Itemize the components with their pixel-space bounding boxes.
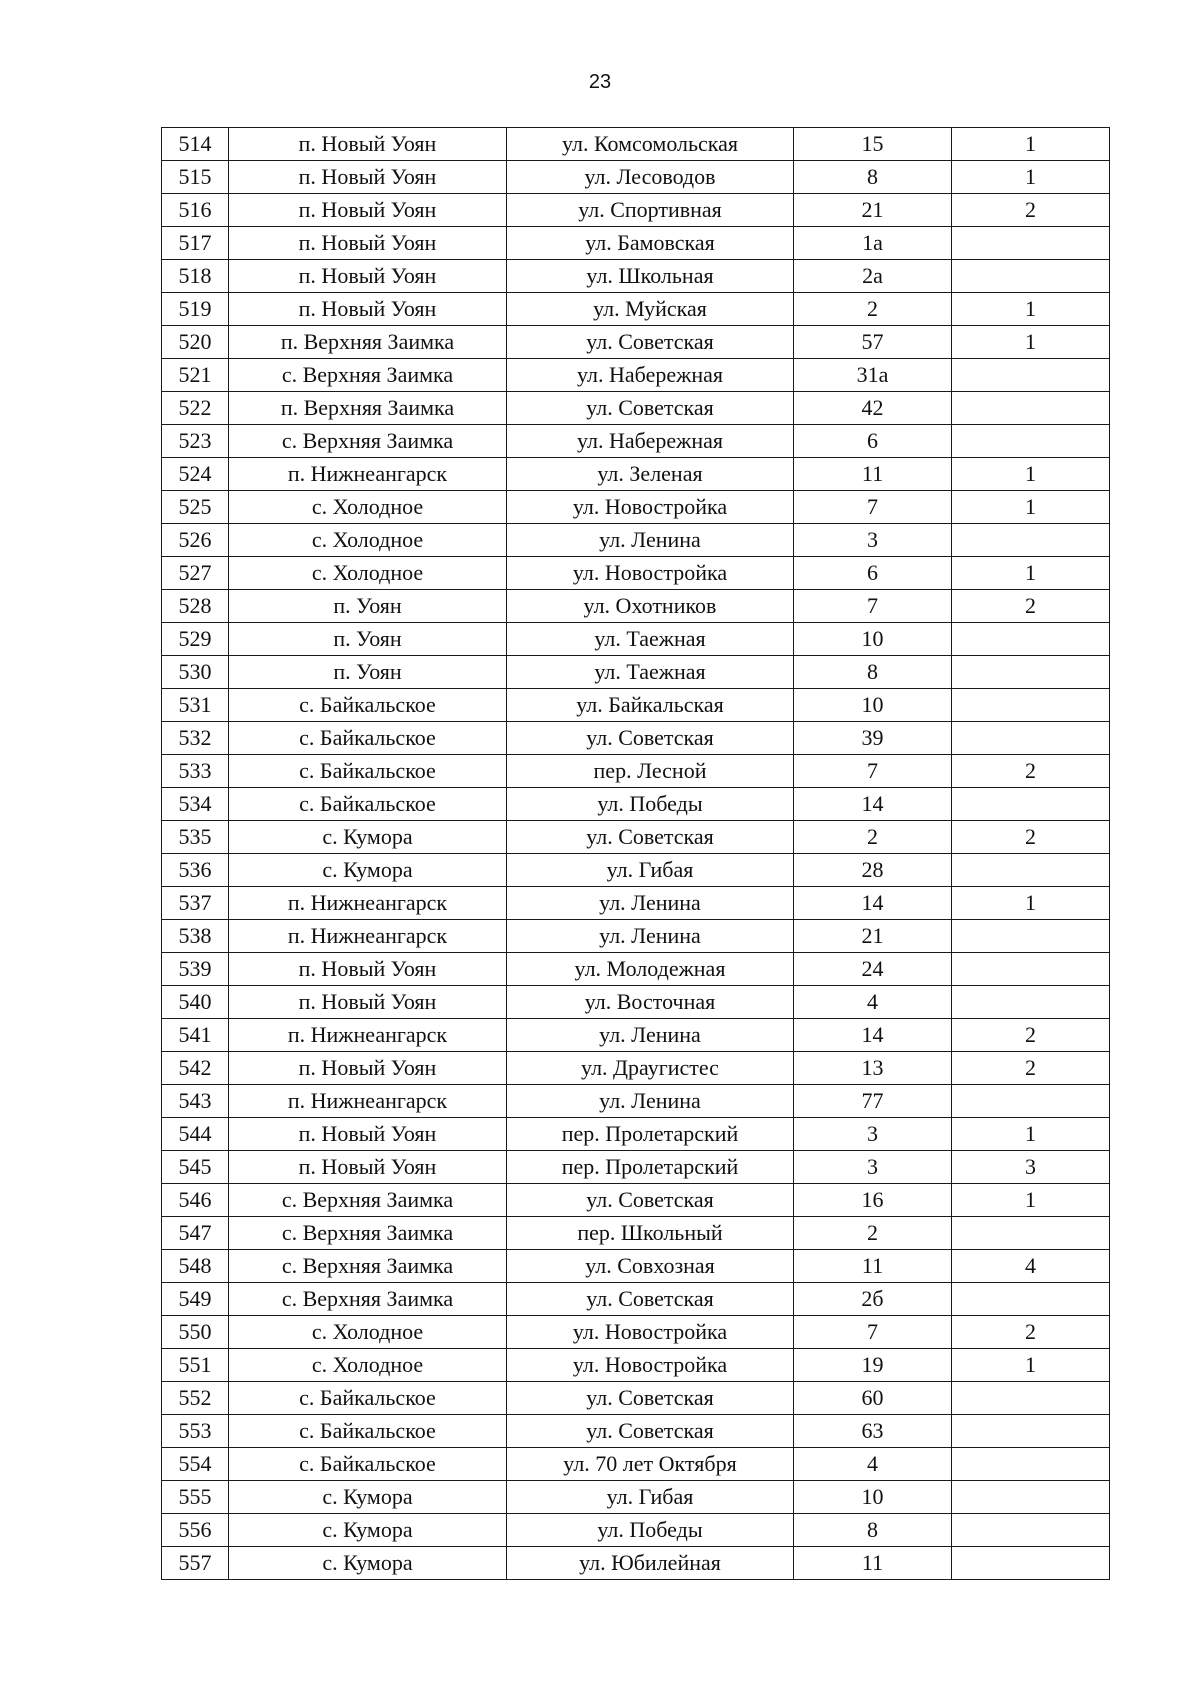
row-number-cell: 518	[162, 260, 229, 293]
table-row	[162, 359, 1110, 392]
settlement-cell: п. Нижнеангарск	[229, 1019, 507, 1052]
settlement-cell: п. Новый Уоян	[229, 1118, 507, 1151]
street-cell: ул. Новостройка	[507, 491, 794, 524]
table-row	[162, 491, 1110, 524]
street-cell: ул. Школьная	[507, 260, 794, 293]
house-number-cell: 6	[794, 557, 952, 590]
house-number-cell: 1а	[794, 227, 952, 260]
street-cell: пер. Лесной	[507, 755, 794, 788]
row-number-cell: 548	[162, 1250, 229, 1283]
settlement-cell: с. Кумора	[229, 821, 507, 854]
house-number-cell: 8	[794, 656, 952, 689]
house-number-cell: 10	[794, 689, 952, 722]
row-number-cell: 537	[162, 887, 229, 920]
settlement-cell: п. Уоян	[229, 623, 507, 656]
apartment-number-cell	[952, 359, 1110, 392]
apartment-number-cell: 1	[952, 161, 1110, 194]
street-cell: ул. Гибая	[507, 854, 794, 887]
settlement-cell: п. Новый Уоян	[229, 194, 507, 227]
house-number-cell: 10	[794, 1481, 952, 1514]
row-number-cell: 519	[162, 293, 229, 326]
apartment-number-cell: 1	[952, 1349, 1110, 1382]
house-number-cell: 14	[794, 887, 952, 920]
row-number-cell: 556	[162, 1514, 229, 1547]
apartment-number-cell: 2	[952, 821, 1110, 854]
settlement-cell: с. Холодное	[229, 557, 507, 590]
street-cell: ул. Набережная	[507, 425, 794, 458]
street-cell: ул. Ленина	[507, 920, 794, 953]
settlement-cell: п. Новый Уоян	[229, 128, 507, 161]
street-cell: ул. Лесоводов	[507, 161, 794, 194]
table-row	[162, 1547, 1110, 1580]
table-row	[162, 128, 1110, 161]
apartment-number-cell	[952, 425, 1110, 458]
settlement-cell: с. Кумора	[229, 1481, 507, 1514]
house-number-cell: 60	[794, 1382, 952, 1415]
house-number-cell: 21	[794, 194, 952, 227]
row-number-cell: 521	[162, 359, 229, 392]
settlement-cell: п. Новый Уоян	[229, 227, 507, 260]
apartment-number-cell	[952, 1514, 1110, 1547]
house-number-cell: 6	[794, 425, 952, 458]
apartment-number-cell	[952, 1448, 1110, 1481]
street-cell: ул. Драугистес	[507, 1052, 794, 1085]
apartment-number-cell	[952, 623, 1110, 656]
street-cell: ул. Ленина	[507, 1019, 794, 1052]
apartment-number-cell	[952, 689, 1110, 722]
house-number-cell: 4	[794, 1448, 952, 1481]
table-row	[162, 1019, 1110, 1052]
apartment-number-cell	[952, 392, 1110, 425]
house-number-cell: 14	[794, 1019, 952, 1052]
table-row	[162, 1250, 1110, 1283]
apartment-number-cell	[952, 1085, 1110, 1118]
table-row	[162, 722, 1110, 755]
table-row	[162, 524, 1110, 557]
settlement-cell: п. Новый Уоян	[229, 161, 507, 194]
apartment-number-cell	[952, 722, 1110, 755]
table-row	[162, 194, 1110, 227]
street-cell: ул. Муйская	[507, 293, 794, 326]
apartment-number-cell	[952, 1283, 1110, 1316]
house-number-cell: 10	[794, 623, 952, 656]
apartment-number-cell: 1	[952, 293, 1110, 326]
table-row	[162, 1349, 1110, 1382]
street-cell: ул. Спортивная	[507, 194, 794, 227]
row-number-cell: 553	[162, 1415, 229, 1448]
table-row	[162, 1481, 1110, 1514]
street-cell: ул. Победы	[507, 788, 794, 821]
table-row	[162, 161, 1110, 194]
address-table	[161, 127, 1110, 1580]
row-number-cell: 549	[162, 1283, 229, 1316]
table-row	[162, 1217, 1110, 1250]
house-number-cell: 2	[794, 293, 952, 326]
row-number-cell: 552	[162, 1382, 229, 1415]
settlement-cell: п. Новый Уоян	[229, 1151, 507, 1184]
street-cell: ул. Советская	[507, 1184, 794, 1217]
house-number-cell: 4	[794, 986, 952, 1019]
street-cell: ул. Охотников	[507, 590, 794, 623]
settlement-cell: п. Нижнеангарск	[229, 1085, 507, 1118]
street-cell: ул. Советская	[507, 821, 794, 854]
table-row	[162, 1382, 1110, 1415]
table-row	[162, 887, 1110, 920]
row-number-cell: 546	[162, 1184, 229, 1217]
house-number-cell: 14	[794, 788, 952, 821]
table-row	[162, 1448, 1110, 1481]
table-row	[162, 854, 1110, 887]
settlement-cell: п. Нижнеангарск	[229, 920, 507, 953]
street-cell: ул. Восточная	[507, 986, 794, 1019]
apartment-number-cell: 1	[952, 557, 1110, 590]
settlement-cell: с. Байкальское	[229, 1382, 507, 1415]
row-number-cell: 534	[162, 788, 229, 821]
house-number-cell: 2а	[794, 260, 952, 293]
row-number-cell: 539	[162, 953, 229, 986]
settlement-cell: п. Уоян	[229, 656, 507, 689]
table-row	[162, 953, 1110, 986]
street-cell: пер. Пролетарский	[507, 1118, 794, 1151]
street-cell: ул. Гибая	[507, 1481, 794, 1514]
table-row	[162, 656, 1110, 689]
table-row	[162, 920, 1110, 953]
address-table-container	[161, 127, 1110, 1580]
row-number-cell: 530	[162, 656, 229, 689]
settlement-cell: п. Нижнеангарск	[229, 887, 507, 920]
apartment-number-cell: 2	[952, 1019, 1110, 1052]
table-row	[162, 821, 1110, 854]
row-number-cell: 514	[162, 128, 229, 161]
street-cell: ул. Бамовская	[507, 227, 794, 260]
street-cell: пер. Школьный	[507, 1217, 794, 1250]
street-cell: ул. Молодежная	[507, 953, 794, 986]
house-number-cell: 2	[794, 1217, 952, 1250]
settlement-cell: с. Верхняя Заимка	[229, 359, 507, 392]
settlement-cell: с. Холодное	[229, 1316, 507, 1349]
settlement-cell: с. Верхняя Заимка	[229, 1217, 507, 1250]
apartment-number-cell: 1	[952, 128, 1110, 161]
page-number: 23	[588, 71, 612, 93]
row-number-cell: 550	[162, 1316, 229, 1349]
table-row	[162, 755, 1110, 788]
table-row	[162, 689, 1110, 722]
row-number-cell: 557	[162, 1547, 229, 1580]
house-number-cell: 21	[794, 920, 952, 953]
row-number-cell: 542	[162, 1052, 229, 1085]
apartment-number-cell	[952, 1217, 1110, 1250]
street-cell: ул. Совхозная	[507, 1250, 794, 1283]
settlement-cell: с. Холодное	[229, 524, 507, 557]
street-cell: ул. Советская	[507, 1283, 794, 1316]
row-number-cell: 528	[162, 590, 229, 623]
house-number-cell: 7	[794, 590, 952, 623]
settlement-cell: с. Байкальское	[229, 755, 507, 788]
table-row	[162, 590, 1110, 623]
settlement-cell: п. Нижнеангарск	[229, 458, 507, 491]
table-row	[162, 458, 1110, 491]
settlement-cell: п. Новый Уоян	[229, 953, 507, 986]
settlement-cell: с. Байкальское	[229, 788, 507, 821]
street-cell: ул. Победы	[507, 1514, 794, 1547]
apartment-number-cell	[952, 1481, 1110, 1514]
apartment-number-cell: 1	[952, 458, 1110, 491]
house-number-cell: 28	[794, 854, 952, 887]
street-cell: ул. Байкальская	[507, 689, 794, 722]
house-number-cell: 11	[794, 1547, 952, 1580]
table-row	[162, 1184, 1110, 1217]
row-number-cell: 533	[162, 755, 229, 788]
table-row	[162, 986, 1110, 1019]
table-row	[162, 1514, 1110, 1547]
row-number-cell: 516	[162, 194, 229, 227]
table-row	[162, 557, 1110, 590]
table-row	[162, 1283, 1110, 1316]
apartment-number-cell: 2	[952, 590, 1110, 623]
apartment-number-cell: 2	[952, 755, 1110, 788]
row-number-cell: 524	[162, 458, 229, 491]
house-number-cell: 7	[794, 1316, 952, 1349]
settlement-cell: п. Новый Уоян	[229, 260, 507, 293]
house-number-cell: 42	[794, 392, 952, 425]
table-row	[162, 260, 1110, 293]
apartment-number-cell	[952, 260, 1110, 293]
house-number-cell: 7	[794, 491, 952, 524]
row-number-cell: 529	[162, 623, 229, 656]
table-row	[162, 1118, 1110, 1151]
street-cell: ул. Ленина	[507, 887, 794, 920]
street-cell: ул. Зеленая	[507, 458, 794, 491]
house-number-cell: 31а	[794, 359, 952, 392]
house-number-cell: 8	[794, 161, 952, 194]
house-number-cell: 3	[794, 524, 952, 557]
settlement-cell: п. Новый Уоян	[229, 293, 507, 326]
street-cell: ул. Советская	[507, 722, 794, 755]
settlement-cell: с. Верхняя Заимка	[229, 1283, 507, 1316]
table-row	[162, 1415, 1110, 1448]
row-number-cell: 555	[162, 1481, 229, 1514]
settlement-cell: с. Кумора	[229, 1514, 507, 1547]
settlement-cell: с. Кумора	[229, 1547, 507, 1580]
apartment-number-cell	[952, 227, 1110, 260]
row-number-cell: 525	[162, 491, 229, 524]
table-row	[162, 1052, 1110, 1085]
house-number-cell: 3	[794, 1118, 952, 1151]
house-number-cell: 63	[794, 1415, 952, 1448]
row-number-cell: 536	[162, 854, 229, 887]
settlement-cell: с. Верхняя Заимка	[229, 1184, 507, 1217]
apartment-number-cell	[952, 1547, 1110, 1580]
row-number-cell: 551	[162, 1349, 229, 1382]
row-number-cell: 535	[162, 821, 229, 854]
row-number-cell: 526	[162, 524, 229, 557]
apartment-number-cell	[952, 1382, 1110, 1415]
apartment-number-cell	[952, 986, 1110, 1019]
row-number-cell: 531	[162, 689, 229, 722]
apartment-number-cell: 2	[952, 194, 1110, 227]
table-row	[162, 326, 1110, 359]
apartment-number-cell	[952, 953, 1110, 986]
settlement-cell: с. Байкальское	[229, 1448, 507, 1481]
row-number-cell: 515	[162, 161, 229, 194]
apartment-number-cell: 1	[952, 1184, 1110, 1217]
apartment-number-cell: 1	[952, 491, 1110, 524]
house-number-cell: 16	[794, 1184, 952, 1217]
house-number-cell: 2б	[794, 1283, 952, 1316]
row-number-cell: 520	[162, 326, 229, 359]
row-number-cell: 540	[162, 986, 229, 1019]
address-table-body	[162, 128, 1110, 1580]
apartment-number-cell	[952, 1415, 1110, 1448]
house-number-cell: 15	[794, 128, 952, 161]
table-row	[162, 1085, 1110, 1118]
row-number-cell: 522	[162, 392, 229, 425]
row-number-cell: 517	[162, 227, 229, 260]
table-row	[162, 623, 1110, 656]
apartment-number-cell	[952, 524, 1110, 557]
settlement-cell: п. Новый Уоян	[229, 986, 507, 1019]
row-number-cell: 538	[162, 920, 229, 953]
table-row	[162, 227, 1110, 260]
table-row	[162, 425, 1110, 458]
row-number-cell: 545	[162, 1151, 229, 1184]
row-number-cell: 547	[162, 1217, 229, 1250]
settlement-cell: с. Байкальское	[229, 689, 507, 722]
apartment-number-cell: 1	[952, 326, 1110, 359]
table-row	[162, 293, 1110, 326]
row-number-cell: 523	[162, 425, 229, 458]
house-number-cell: 19	[794, 1349, 952, 1382]
apartment-number-cell: 2	[952, 1316, 1110, 1349]
street-cell: ул. Набережная	[507, 359, 794, 392]
house-number-cell: 13	[794, 1052, 952, 1085]
street-cell: ул. Комсомольская	[507, 128, 794, 161]
house-number-cell: 7	[794, 755, 952, 788]
settlement-cell: с. Верхняя Заимка	[229, 425, 507, 458]
street-cell: пер. Пролетарский	[507, 1151, 794, 1184]
house-number-cell: 57	[794, 326, 952, 359]
house-number-cell: 11	[794, 458, 952, 491]
row-number-cell: 544	[162, 1118, 229, 1151]
row-number-cell: 541	[162, 1019, 229, 1052]
street-cell: ул. Таежная	[507, 623, 794, 656]
row-number-cell: 554	[162, 1448, 229, 1481]
apartment-number-cell	[952, 920, 1110, 953]
table-row	[162, 1151, 1110, 1184]
house-number-cell: 2	[794, 821, 952, 854]
settlement-cell: с. Холодное	[229, 491, 507, 524]
house-number-cell: 39	[794, 722, 952, 755]
street-cell: ул. Новостройка	[507, 557, 794, 590]
apartment-number-cell: 2	[952, 1052, 1110, 1085]
street-cell: ул. 70 лет Октября	[507, 1448, 794, 1481]
settlement-cell: п. Уоян	[229, 590, 507, 623]
street-cell: ул. Советская	[507, 326, 794, 359]
street-cell: ул. Таежная	[507, 656, 794, 689]
settlement-cell: с. Верхняя Заимка	[229, 1250, 507, 1283]
row-number-cell: 532	[162, 722, 229, 755]
apartment-number-cell: 1	[952, 1118, 1110, 1151]
row-number-cell: 543	[162, 1085, 229, 1118]
house-number-cell: 24	[794, 953, 952, 986]
apartment-number-cell: 4	[952, 1250, 1110, 1283]
settlement-cell: с. Холодное	[229, 1349, 507, 1382]
apartment-number-cell: 3	[952, 1151, 1110, 1184]
apartment-number-cell	[952, 854, 1110, 887]
apartment-number-cell	[952, 656, 1110, 689]
apartment-number-cell: 1	[952, 887, 1110, 920]
settlement-cell: п. Верхняя Заимка	[229, 392, 507, 425]
street-cell: ул. Юбилейная	[507, 1547, 794, 1580]
settlement-cell: п. Новый Уоян	[229, 1052, 507, 1085]
table-row	[162, 1316, 1110, 1349]
street-cell: ул. Ленина	[507, 1085, 794, 1118]
street-cell: ул. Советская	[507, 1382, 794, 1415]
street-cell: ул. Ленина	[507, 524, 794, 557]
row-number-cell: 527	[162, 557, 229, 590]
settlement-cell: с. Кумора	[229, 854, 507, 887]
street-cell: ул. Советская	[507, 392, 794, 425]
street-cell: ул. Советская	[507, 1415, 794, 1448]
street-cell: ул. Новостройка	[507, 1349, 794, 1382]
house-number-cell: 77	[794, 1085, 952, 1118]
street-cell: ул. Новостройка	[507, 1316, 794, 1349]
table-row	[162, 788, 1110, 821]
house-number-cell: 8	[794, 1514, 952, 1547]
house-number-cell: 11	[794, 1250, 952, 1283]
settlement-cell: с. Байкальское	[229, 722, 507, 755]
settlement-cell: п. Верхняя Заимка	[229, 326, 507, 359]
house-number-cell: 3	[794, 1151, 952, 1184]
settlement-cell: с. Байкальское	[229, 1415, 507, 1448]
apartment-number-cell	[952, 788, 1110, 821]
table-row	[162, 392, 1110, 425]
